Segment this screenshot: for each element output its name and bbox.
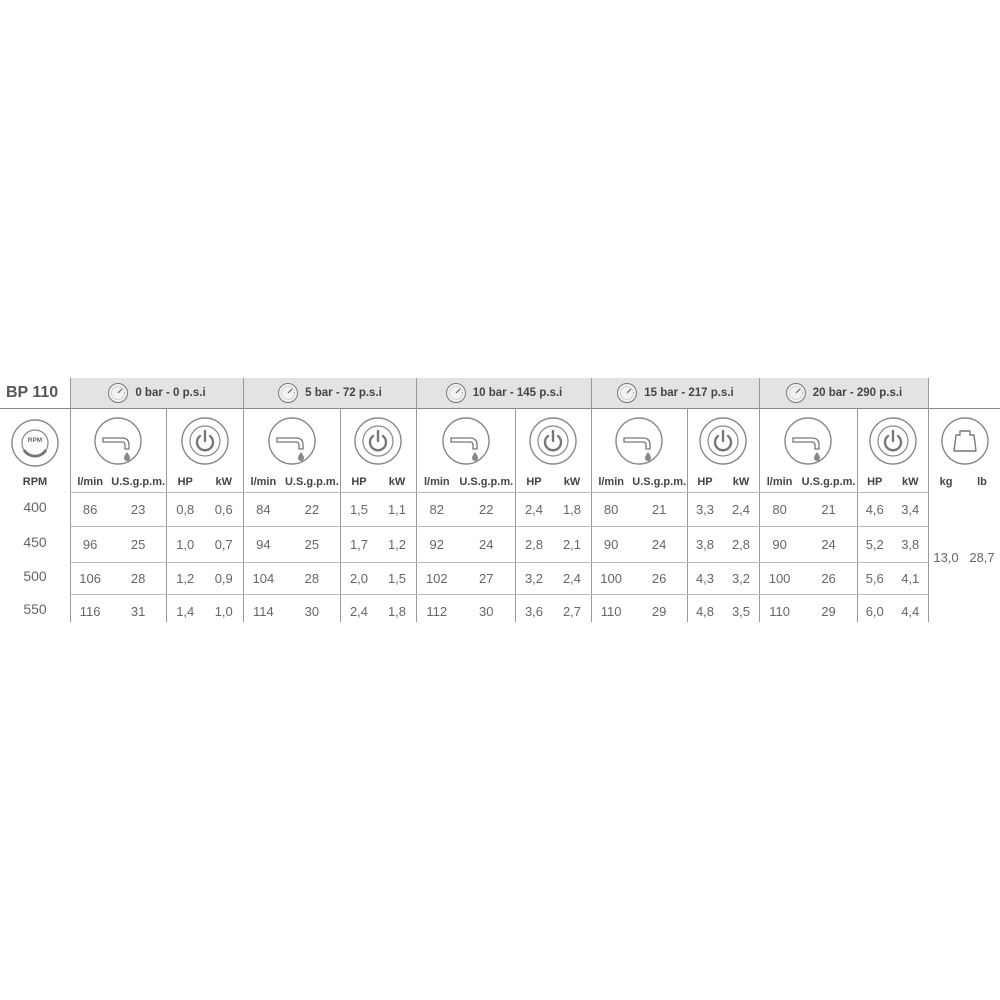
table-cell: 100 <box>768 571 791 586</box>
rpm-icon <box>10 418 60 468</box>
table-cell: 27 <box>479 571 494 586</box>
unit-lmin: l/min <box>77 476 103 488</box>
unit-kw: kW <box>563 476 581 488</box>
rpm-value: 400 <box>23 499 47 515</box>
power-icon <box>180 416 230 466</box>
table-cell: 102 <box>425 571 448 586</box>
faucet-drop-icon <box>783 416 833 466</box>
unit-lmin: l/min <box>598 476 624 488</box>
table-cell: 2,1 <box>562 537 582 552</box>
pressure-label: 5 bar - 72 p.s.i <box>305 387 382 399</box>
table-cell: 29 <box>821 604 836 619</box>
unit-usgpm: U.S.g.p.m. <box>801 476 856 488</box>
table-cell: 2,8 <box>524 537 544 552</box>
row-divider <box>70 594 928 595</box>
unit-usgpm: U.S.g.p.m. <box>111 476 166 488</box>
unit-kw: kW <box>215 476 232 488</box>
table-cell: 2,4 <box>524 502 544 517</box>
pressure-header-3 <box>591 378 759 408</box>
unit-lmin: l/min <box>766 476 793 488</box>
table-cell: 94 <box>256 537 271 552</box>
table-cell: 3,3 <box>695 502 715 517</box>
table-cell: 1,5 <box>349 502 369 517</box>
table-cell: 1,0 <box>176 537 195 552</box>
table-cell: 3,2 <box>731 571 751 586</box>
power-icon <box>353 416 403 466</box>
rpm-icon-label: RPM <box>27 437 43 444</box>
pressure-gauge-icon <box>107 382 129 404</box>
faucet-drop-icon <box>93 416 143 466</box>
pressure-gauge-icon <box>277 382 299 404</box>
table-cell: 110 <box>769 604 790 619</box>
table-cell: 114 <box>253 604 274 619</box>
unit-hp: HP <box>351 476 367 488</box>
unit-hp: HP <box>867 476 883 488</box>
table-cell: 23 <box>130 502 146 517</box>
pressure-gauge-icon <box>616 382 638 404</box>
pressure-label: 15 bar - 217 p.s.i <box>644 387 734 399</box>
pressure-header-1 <box>243 378 416 408</box>
power-icon <box>868 416 918 466</box>
unit-kw: kW <box>902 476 919 488</box>
table-cell: 0,6 <box>214 502 233 517</box>
table-cell: 2,4 <box>562 571 582 586</box>
table-cell: 4,8 <box>695 604 715 619</box>
table-cell: 90 <box>603 537 619 552</box>
table-cell: 80 <box>772 502 787 517</box>
row-divider <box>70 492 928 493</box>
rpm-value: 450 <box>23 534 47 550</box>
table-cell: 2,7 <box>562 604 582 619</box>
table-cell: 24 <box>479 537 494 552</box>
table-cell: 26 <box>821 571 836 586</box>
table-cell: 0,9 <box>214 571 233 586</box>
pressure-gauge-icon <box>445 382 467 404</box>
table-cell: 1,8 <box>387 604 407 619</box>
faucet-drop-icon <box>614 416 664 466</box>
table-cell: 4,3 <box>695 571 715 586</box>
table-cell: 4,4 <box>901 604 920 619</box>
table-cell: 1,8 <box>562 502 582 517</box>
weight-icon <box>940 416 990 466</box>
unit-lmin: l/min <box>423 476 450 488</box>
table-cell: 1,2 <box>387 537 407 552</box>
table-cell: 110 <box>600 604 622 619</box>
unit-rpm: RPM <box>22 476 48 488</box>
table-cell: 22 <box>479 502 494 517</box>
table-cell: 4,6 <box>865 502 884 517</box>
unit-usgpm: U.S.g.p.m. <box>459 476 514 488</box>
faucet-drop-icon <box>267 416 317 466</box>
table-cell: 1,5 <box>387 571 407 586</box>
unit-hp: HP <box>177 476 193 488</box>
table-cell: 28 <box>304 571 320 586</box>
table-cell: 30 <box>304 604 320 619</box>
table-cell: 92 <box>429 537 445 552</box>
table-cell: 112 <box>426 604 448 619</box>
unit-kg: kg <box>939 476 953 488</box>
table-cell: 86 <box>82 502 98 517</box>
row-divider <box>70 526 928 527</box>
table-cell: 1,7 <box>349 537 369 552</box>
table-cell: 5,6 <box>865 571 884 586</box>
table-cell: 96 <box>82 537 98 552</box>
table-cell: 3,2 <box>524 571 544 586</box>
table-cell: 25 <box>304 537 320 552</box>
group-separator <box>928 378 929 622</box>
table-cell: 2,4 <box>731 502 751 517</box>
pressure-header-2 <box>416 378 591 408</box>
power-icon <box>698 416 748 466</box>
pressure-gauge-icon <box>785 382 807 404</box>
unit-usgpm: U.S.g.p.m. <box>632 476 687 488</box>
model-name: BP 110 <box>6 384 59 401</box>
rpm-value: 500 <box>23 568 47 584</box>
table-cell: 116 <box>79 604 101 619</box>
unit-lb: lb <box>977 476 987 488</box>
unit-lmin: l/min <box>250 476 277 488</box>
pressure-label: 20 bar - 290 p.s.i <box>812 387 903 399</box>
table-cell: 1,2 <box>176 571 195 586</box>
table-cell: 21 <box>821 502 836 517</box>
table-cell: 6,0 <box>865 604 884 619</box>
unit-hp: HP <box>697 476 713 488</box>
table-cell: 21 <box>651 502 667 517</box>
table-cell: 24 <box>821 537 836 552</box>
table-cell: 84 <box>256 502 271 517</box>
pressure-header-0 <box>70 378 243 408</box>
row-divider <box>70 562 928 563</box>
table-cell: 90 <box>772 537 787 552</box>
table-cell: 28 <box>130 571 146 586</box>
table-cell: 25 <box>130 537 146 552</box>
table-cell: 3,6 <box>524 604 544 619</box>
table-cell: 1,0 <box>214 604 233 619</box>
pressure-label: 0 bar - 0 p.s.i <box>135 387 206 399</box>
table-cell: 22 <box>304 502 320 517</box>
table-cell: 1,4 <box>176 604 195 619</box>
table-cell: 26 <box>651 571 667 586</box>
table-cell: 30 <box>479 604 494 619</box>
table-cell: 2,8 <box>731 537 751 552</box>
power-icon <box>528 416 578 466</box>
table-cell: 2,0 <box>349 571 369 586</box>
pressure-label: 10 bar - 145 p.s.i <box>472 387 563 399</box>
table-cell: 80 <box>603 502 619 517</box>
table-cell: 5,2 <box>865 537 884 552</box>
table-cell: 3,8 <box>901 537 920 552</box>
unit-usgpm: U.S.g.p.m. <box>284 476 339 488</box>
table-cell: 0,8 <box>176 502 195 517</box>
unit-kw: kW <box>732 476 750 488</box>
weight-kg-value: 13,0 <box>933 550 959 565</box>
weight-lb-value: 28,7 <box>969 550 995 565</box>
table-cell: 106 <box>79 571 101 586</box>
table-cell: 2,4 <box>349 604 369 619</box>
table-cell: 104 <box>252 571 275 586</box>
unit-kw: kW <box>388 476 406 488</box>
rpm-value: 550 <box>23 601 47 617</box>
table-cell: 82 <box>429 502 445 517</box>
table-cell: 3,5 <box>731 604 751 619</box>
header-underline <box>0 408 1000 409</box>
table-cell: 4,1 <box>901 571 920 586</box>
table-cell: 0,7 <box>214 537 233 552</box>
table-cell: 100 <box>600 571 622 586</box>
performance-table <box>0 378 1000 622</box>
table-cell: 24 <box>651 537 667 552</box>
table-cell: 3,4 <box>901 502 920 517</box>
unit-hp: HP <box>526 476 542 488</box>
table-cell: 1,1 <box>387 502 407 517</box>
table-cell: 3,8 <box>695 537 715 552</box>
pressure-header-4 <box>759 378 928 408</box>
table-cell: 29 <box>651 604 667 619</box>
faucet-drop-icon <box>441 416 491 466</box>
table-cell: 31 <box>130 604 146 619</box>
